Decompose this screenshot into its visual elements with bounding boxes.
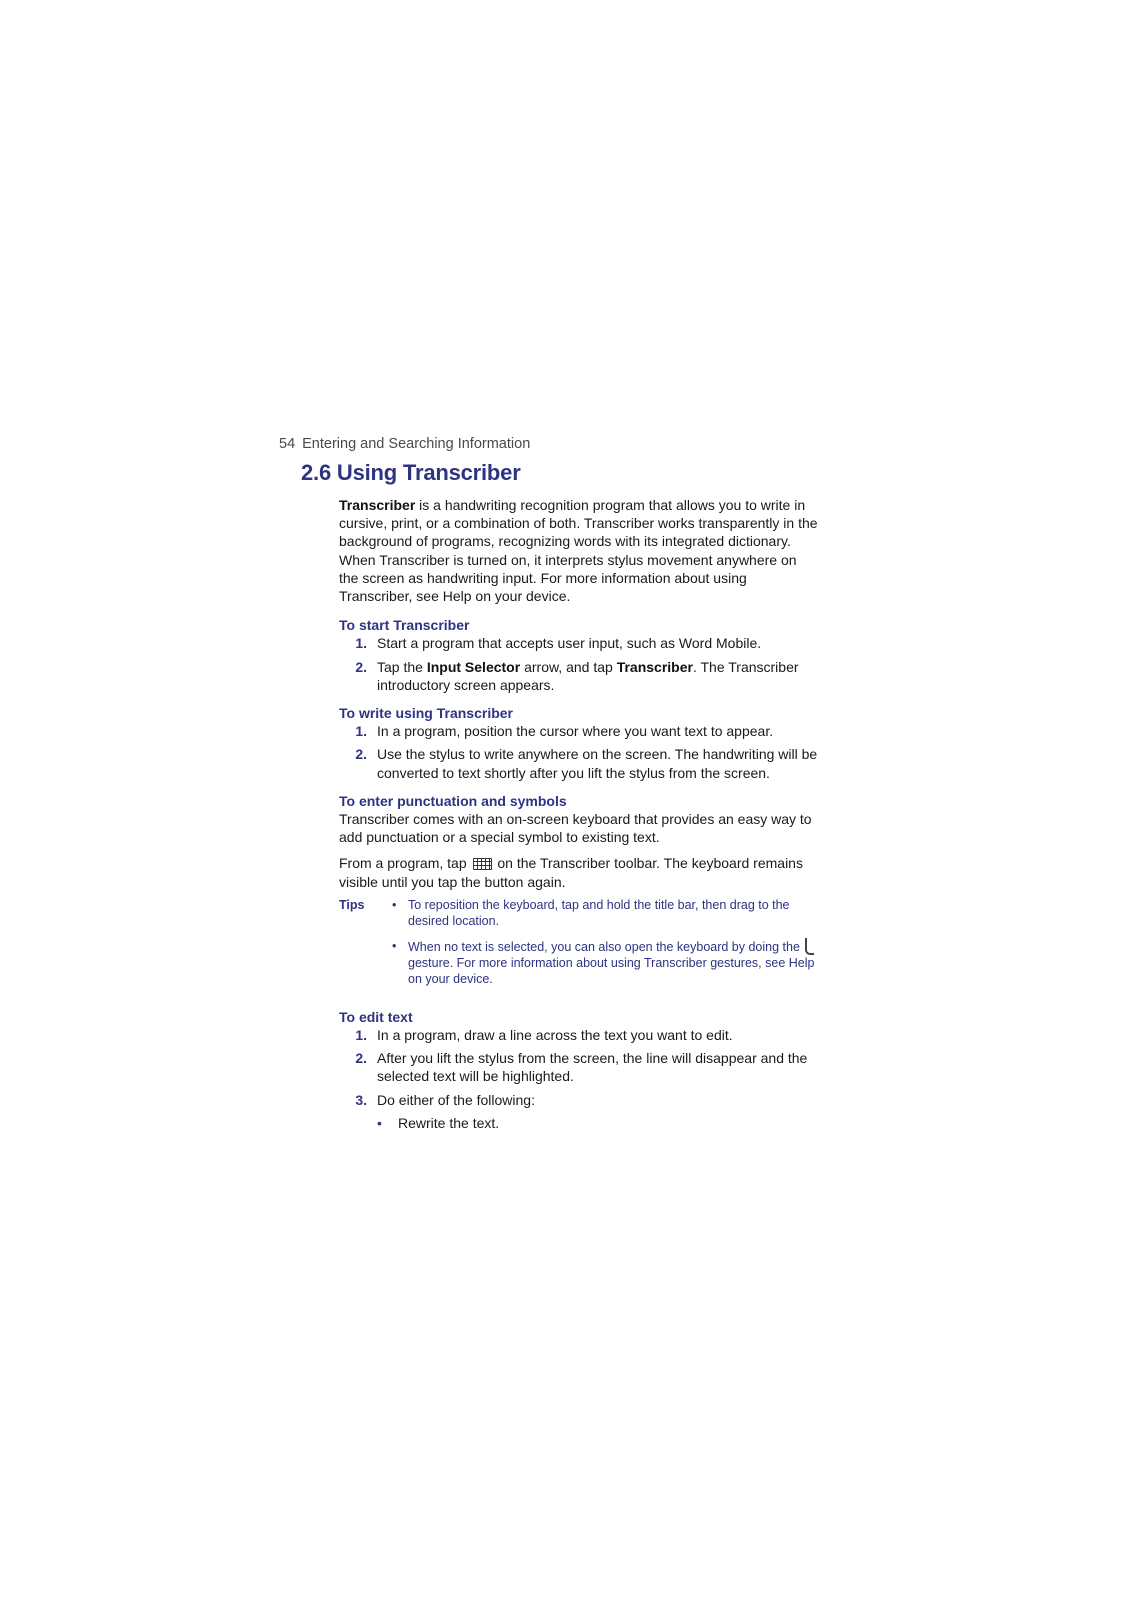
sub-bullet-text: Rewrite the text. [398,1114,500,1131]
transcriber-term: Transcriber [616,658,693,675]
list-item [339,745,819,781]
intro-text: is a handwriting recognition program that allows you to write in cursive, print, or a combination of both. Transcriber works transparently in the background of programs, recognizing words with its integrated dictionary. When Transcriber is turned on, it interprets stylus movement anywhere on the screen as handwriting input. For more information about using Transcriber, see Help on your device. [339,497,818,605]
list-item [339,1091,819,1109]
start-steps [339,634,819,694]
heading-edit-text: To edit text [339,1008,413,1025]
step-text: Do either of the following: [377,1091,535,1108]
step-number: 2. [355,746,367,763]
list-item [339,658,819,694]
step-text: Use the stylus to write anywhere on the screen. The handwriting will be converted to text shortly after you lift the stylus from the screen. [377,746,818,781]
step-number: 1. [355,635,367,652]
step-number: 2. [355,658,367,675]
keyboard-text-before: From a program, tap [339,855,471,872]
heading-write-using-transcriber: To write using Transcriber [339,705,514,722]
edit-steps [339,1026,819,1132]
section-number: 2.6 [301,460,331,485]
list-item [392,897,819,929]
section-title [301,460,521,486]
keyboard-text-after: on the Transcriber toolbar. The keyboard remains visible until you tap the button again. [339,855,803,890]
tips-box [339,897,819,996]
step-text [377,658,819,694]
tip-text-before: When no text is selected, you can also open the keyboard by doing the [408,939,804,954]
list-item [339,722,819,740]
step-number: 2. [355,1050,367,1067]
step-text: In a program, draw a line across the text you want to edit. [377,1027,733,1044]
step-text-part: Tap the [377,658,427,675]
punctuation-paragraph: Transcriber comes with an on-screen keyboard that provides an easy way to add punctuation or a special symbol to existing text. [339,811,812,846]
list-item [377,1114,819,1132]
step-text: In a program, position the cursor where you want text to appear. [377,723,774,740]
input-selector-term: Input Selector [426,658,521,675]
list-item [339,1026,819,1044]
step-text-part: . The Transcriber introductory screen appears. [377,658,799,693]
step-number: 3. [355,1091,367,1108]
step-text: After you lift the stylus from the screen, the line will disappear and the selected text will be highlighted. [377,1050,808,1085]
step-number: 1. [355,1027,367,1044]
bullet: • [377,1114,382,1131]
intro-term: Transcriber [339,497,416,513]
bullet: • [392,938,397,953]
tip-text-after: gesture. For more information about using Transcriber gestures, see Help on your device. [408,955,815,986]
gesture-icon [805,938,814,955]
intro-paragraph [339,496,819,605]
running-header [279,436,530,452]
keyboard-paragraph [339,854,819,890]
list-item [339,1049,819,1085]
heading-start-transcriber: To start Transcriber [339,617,470,634]
keyboard-icon [473,858,492,870]
page-content [339,496,819,1142]
list-item [392,938,819,987]
step-text: Start a program that accepts user input, such as Word Mobile. [377,635,762,652]
step-number: 1. [355,723,367,740]
tips-list [392,897,819,996]
tips-label: Tips [339,897,365,912]
running-title: Entering and Searching Information [302,436,531,452]
tip-text: To reposition the keyboard, tap and hold the title bar, then drag to the desired location. [408,897,790,928]
step-text-part: arrow, and tap [520,658,617,675]
page-number: 54 [279,436,296,452]
list-item [339,634,819,652]
tip-text [408,938,819,987]
heading-enter-punctuation: To enter punctuation and symbols [339,792,567,809]
write-steps [339,722,819,782]
bullet: • [392,897,397,912]
section-title-text: Using Transcriber [336,460,521,485]
